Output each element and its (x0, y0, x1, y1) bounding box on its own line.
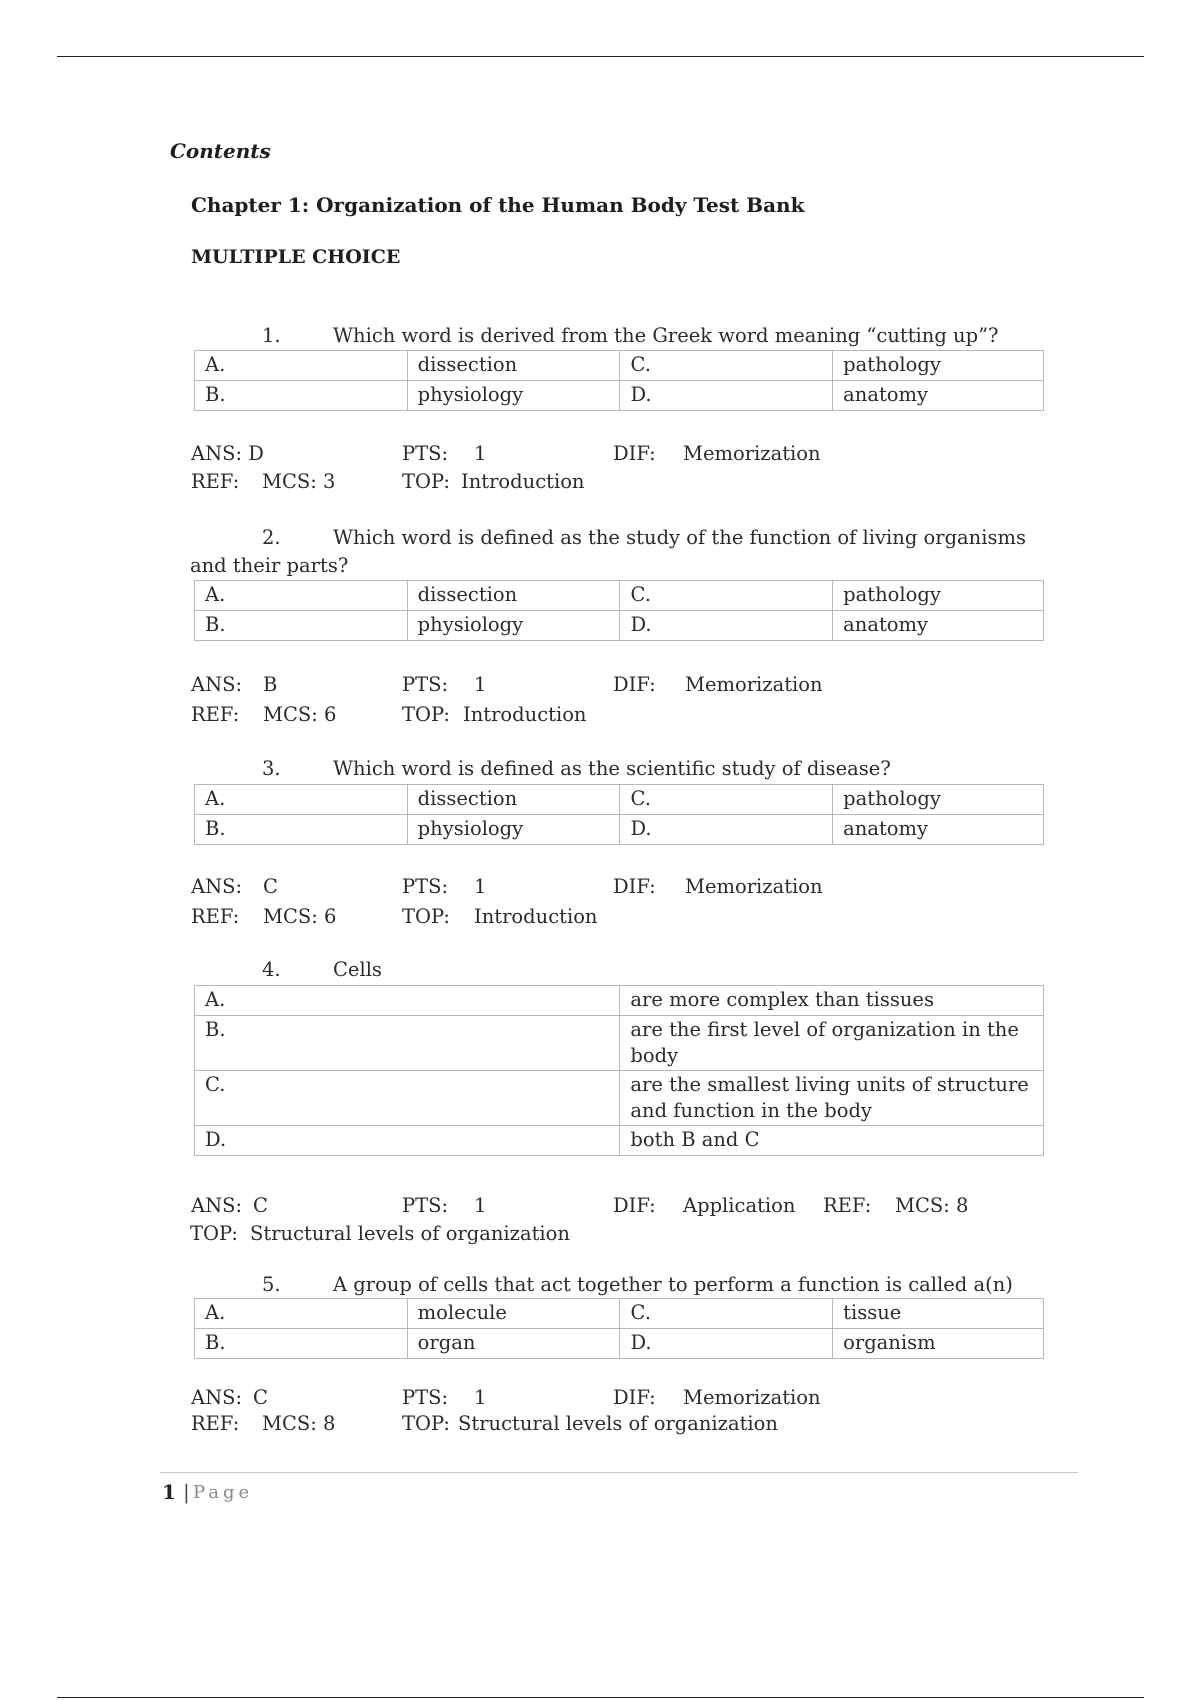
table-row (195, 1126, 1044, 1156)
topic-label: TOP: (402, 905, 450, 928)
table-row (195, 1299, 1044, 1329)
option-letter: C. (620, 351, 833, 381)
answer-value: C (253, 1386, 268, 1409)
section-title: MULTIPLE CHOICE (191, 246, 401, 268)
option-text: are more complex than tissues (620, 986, 1044, 1016)
question-number: 5. (262, 1273, 281, 1296)
table-row (195, 815, 1044, 845)
bottom-rule (57, 1697, 1144, 1698)
topic-value: Introduction (463, 703, 587, 726)
table-row (195, 351, 1044, 381)
option-text: anatomy (833, 381, 1044, 411)
option-letter: B. (195, 611, 408, 641)
difficulty-label: DIF: (613, 442, 656, 465)
table-row (195, 1016, 1044, 1071)
options-table (194, 1298, 1044, 1359)
option-letter: D. (195, 1126, 620, 1156)
question-text: Which word is defined as the scientific study of disease? (333, 757, 891, 780)
difficulty-label: DIF: (613, 673, 656, 696)
option-letter: D. (620, 1329, 833, 1359)
option-letter: A. (195, 1299, 408, 1329)
mcs-value: MCS: 6 (263, 703, 337, 726)
question-number: 1. (262, 324, 281, 347)
options-table (194, 784, 1044, 845)
option-letter: D. (620, 381, 833, 411)
option-text: anatomy (833, 611, 1044, 641)
table-row (195, 611, 1044, 641)
question-number: 3. (262, 757, 281, 780)
topic-value: Introduction (461, 470, 585, 493)
table-row (195, 581, 1044, 611)
answer-label: ANS: (191, 673, 243, 696)
option-letter: A. (195, 986, 620, 1016)
points-label: PTS: (402, 442, 449, 465)
options-table (194, 580, 1044, 641)
difficulty-label: DIF: (613, 1194, 656, 1217)
points-label: PTS: (402, 1386, 449, 1409)
points-value: 1 (474, 673, 487, 696)
topic-value: Introduction (474, 905, 598, 928)
points-label: PTS: (402, 875, 449, 898)
option-letter: C. (620, 581, 833, 611)
reference-label: REF: (191, 470, 240, 493)
table-row (195, 986, 1044, 1016)
topic-value: Structural levels of organization (250, 1222, 570, 1245)
option-text: organ (407, 1329, 620, 1359)
option-text: both B and C (620, 1126, 1044, 1156)
option-text: dissection (407, 351, 620, 381)
option-text: pathology (833, 785, 1044, 815)
reference-label: REF: (191, 905, 240, 928)
question-text: Which word is defined as the study of the function of living organisms (333, 526, 1026, 549)
option-letter: A. (195, 581, 408, 611)
option-text: organism (833, 1329, 1044, 1359)
difficulty-value: Application (683, 1194, 796, 1217)
topic-label: TOP: (402, 470, 450, 493)
points-value: 1 (474, 1386, 487, 1409)
table-row (195, 1329, 1044, 1359)
answer-label: ANS: (191, 875, 243, 898)
difficulty-value: Memorization (683, 442, 821, 465)
reference-label: REF: (823, 1194, 872, 1217)
option-letter: C. (195, 1071, 620, 1126)
top-rule (57, 56, 1144, 57)
footer-rule (160, 1472, 1078, 1473)
mcs-value: MCS: 8 (895, 1194, 969, 1217)
option-letter: D. (620, 611, 833, 641)
answer-value: C (263, 875, 278, 898)
answer-value: B (263, 673, 278, 696)
options-table (194, 350, 1044, 411)
answer-label: ANS: D (191, 442, 264, 465)
option-text: dissection (407, 581, 620, 611)
mcs-value: MCS: 8 (262, 1412, 336, 1435)
option-letter: B. (195, 381, 408, 411)
mcs-value: MCS: 6 (263, 905, 337, 928)
question-number: 2. (262, 526, 281, 549)
topic-label: TOP: (402, 703, 450, 726)
table-row (195, 381, 1044, 411)
topic-value: Structural levels of organization (458, 1412, 778, 1435)
points-value: 1 (474, 875, 487, 898)
table-row (195, 785, 1044, 815)
option-letter: A. (195, 351, 408, 381)
points-label: PTS: (402, 673, 449, 696)
page-label: Page (193, 1482, 254, 1503)
contents-label: Contents (170, 139, 271, 163)
option-letter: C. (620, 785, 833, 815)
option-letter: A. (195, 785, 408, 815)
mcs-value: MCS: 3 (262, 470, 336, 493)
option-letter: B. (195, 815, 408, 845)
option-text: molecule (407, 1299, 620, 1329)
difficulty-label: DIF: (613, 875, 656, 898)
points-value: 1 (474, 442, 487, 465)
reference-label: REF: (191, 703, 240, 726)
question-number: 4. (262, 958, 281, 981)
page-number: 1 (162, 1480, 176, 1504)
option-text: pathology (833, 351, 1044, 381)
option-letter: B. (195, 1329, 408, 1359)
option-text: dissection (407, 785, 620, 815)
answer-label: ANS: (191, 1386, 243, 1409)
option-letter: B. (195, 1016, 620, 1071)
option-text: are the smallest living units of structure and function in the body (620, 1071, 1044, 1126)
option-text: physiology (407, 611, 620, 641)
page-separator: | (183, 1480, 190, 1504)
option-letter: D. (620, 815, 833, 845)
option-text: pathology (833, 581, 1044, 611)
difficulty-label: DIF: (613, 1386, 656, 1409)
answer-value: C (253, 1194, 268, 1217)
option-text: physiology (407, 815, 620, 845)
option-text: physiology (407, 381, 620, 411)
chapter-title: Chapter 1: Organization of the Human Body Test Bank (191, 193, 805, 217)
topic-label: TOP: (402, 1412, 450, 1435)
question-text: Which word is derived from the Greek word meaning “cutting up”? (333, 324, 999, 347)
topic-label: TOP: (190, 1222, 238, 1245)
options-table (194, 985, 1044, 1156)
answer-label: ANS: (191, 1194, 243, 1217)
option-text: tissue (833, 1299, 1044, 1329)
question-text-continued: and their parts? (190, 554, 349, 577)
option-text: anatomy (833, 815, 1044, 845)
reference-label: REF: (191, 1412, 240, 1435)
points-value: 1 (474, 1194, 487, 1217)
difficulty-value: Memorization (683, 1386, 821, 1409)
question-text: Cells (333, 958, 382, 981)
difficulty-value: Memorization (685, 875, 823, 898)
option-text: are the first level of organization in the body (620, 1016, 1044, 1071)
difficulty-value: Memorization (685, 673, 823, 696)
question-text: A group of cells that act together to perform a function is called a(n) (333, 1273, 1013, 1296)
table-row (195, 1071, 1044, 1126)
points-label: PTS: (402, 1194, 449, 1217)
option-letter: C. (620, 1299, 833, 1329)
